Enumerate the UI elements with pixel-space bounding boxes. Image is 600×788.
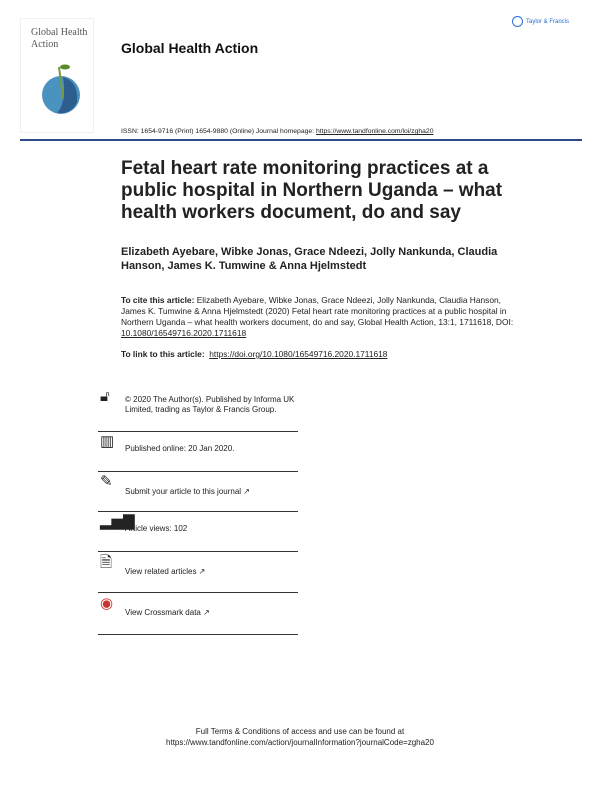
edit-icon: ✎ bbox=[100, 473, 113, 490]
article-info-list bbox=[98, 388, 298, 635]
related-articles-link[interactable]: 🗎︎ View related articles ↗ bbox=[98, 552, 298, 593]
globe-sprout-icon bbox=[41, 57, 81, 117]
bar-chart-icon: ▂▅▇ bbox=[100, 513, 135, 530]
article-views-item: ▂▅▇ Article views: 102 bbox=[98, 512, 298, 552]
license-item: 🔓︎ © 2020 The Author(s). Published by Informa UK Limited, trading as Taylor & Francis Group. bbox=[98, 392, 298, 432]
article-link-line: To link to this article: https://doi.org/10.1080/16549716.2020.1711618 bbox=[121, 349, 388, 359]
related-articles-icon: 🗎︎ bbox=[100, 554, 113, 571]
doi-link[interactable]: 10.1080/16549716.2020.1711618 bbox=[121, 328, 247, 338]
footer-terms-link[interactable]: https://www.tandfonline.com/action/journalInformation?journalCode=zgha20 bbox=[166, 738, 434, 747]
article-link[interactable]: https://doi.org/10.1080/16549716.2020.1711618 bbox=[209, 349, 388, 359]
journal-homepage-link[interactable]: https://www.tandfonline.com/loi/zgha20 bbox=[315, 128, 434, 135]
taylor-francis-icon bbox=[512, 16, 523, 27]
published-item: ▥ Published online: 20 Jan 2020. bbox=[98, 432, 298, 472]
publisher-logo: Taylor & Francis bbox=[512, 16, 569, 27]
footer-terms-text: Full Terms & Conditions of access and use can be found at bbox=[195, 727, 405, 736]
calendar-icon: ▥ bbox=[100, 433, 115, 450]
crossmark-icon: ◉ bbox=[100, 595, 114, 612]
open-access-icon: 🔓︎ bbox=[100, 388, 110, 405]
journal-name: Global Health Action bbox=[121, 40, 259, 56]
submit-article-link[interactable]: ✎ Submit your article to this journal ↗ bbox=[98, 472, 298, 512]
footer bbox=[0, 726, 600, 748]
journal-cover-image bbox=[20, 18, 94, 133]
article-authors: Elizabeth Ayebare, Wibke Jonas, Grace Ndeezi, Jolly Nankunda, Claudia Hanson, James K. Tumwine & Anna Hjelmstedt bbox=[121, 246, 498, 272]
cover-title: Global Health Action bbox=[31, 27, 88, 50]
issn-line: ISSN: 1654-9716 (Print) 1654-9880 (Online) Journal homepage: https://www.tandfonline.com/loi/zgha20 bbox=[121, 128, 434, 135]
citation: To cite this article: Elizabeth Ayebare, Wibke Jonas, Grace Ndeezi, Jolly Nankunda, Claudia Hanson, James K. Tumwine & Anna Hjelmstedt (2020) Fetal heart rate monitoring practices at a public hospital in Northern Uganda – what health workers document, do and say, Global Health Action, 13:1, 1711618, DOI: 10.1080/16549716.2020.1711618 bbox=[121, 295, 514, 338]
article-title: Fetal heart rate monitoring practices at a public hospital in Northern Uganda – what health workers document, do and say bbox=[121, 158, 503, 223]
header-rule bbox=[20, 139, 582, 141]
crossmark-link[interactable]: ◉ View Crossmark data ↗ bbox=[98, 593, 298, 635]
